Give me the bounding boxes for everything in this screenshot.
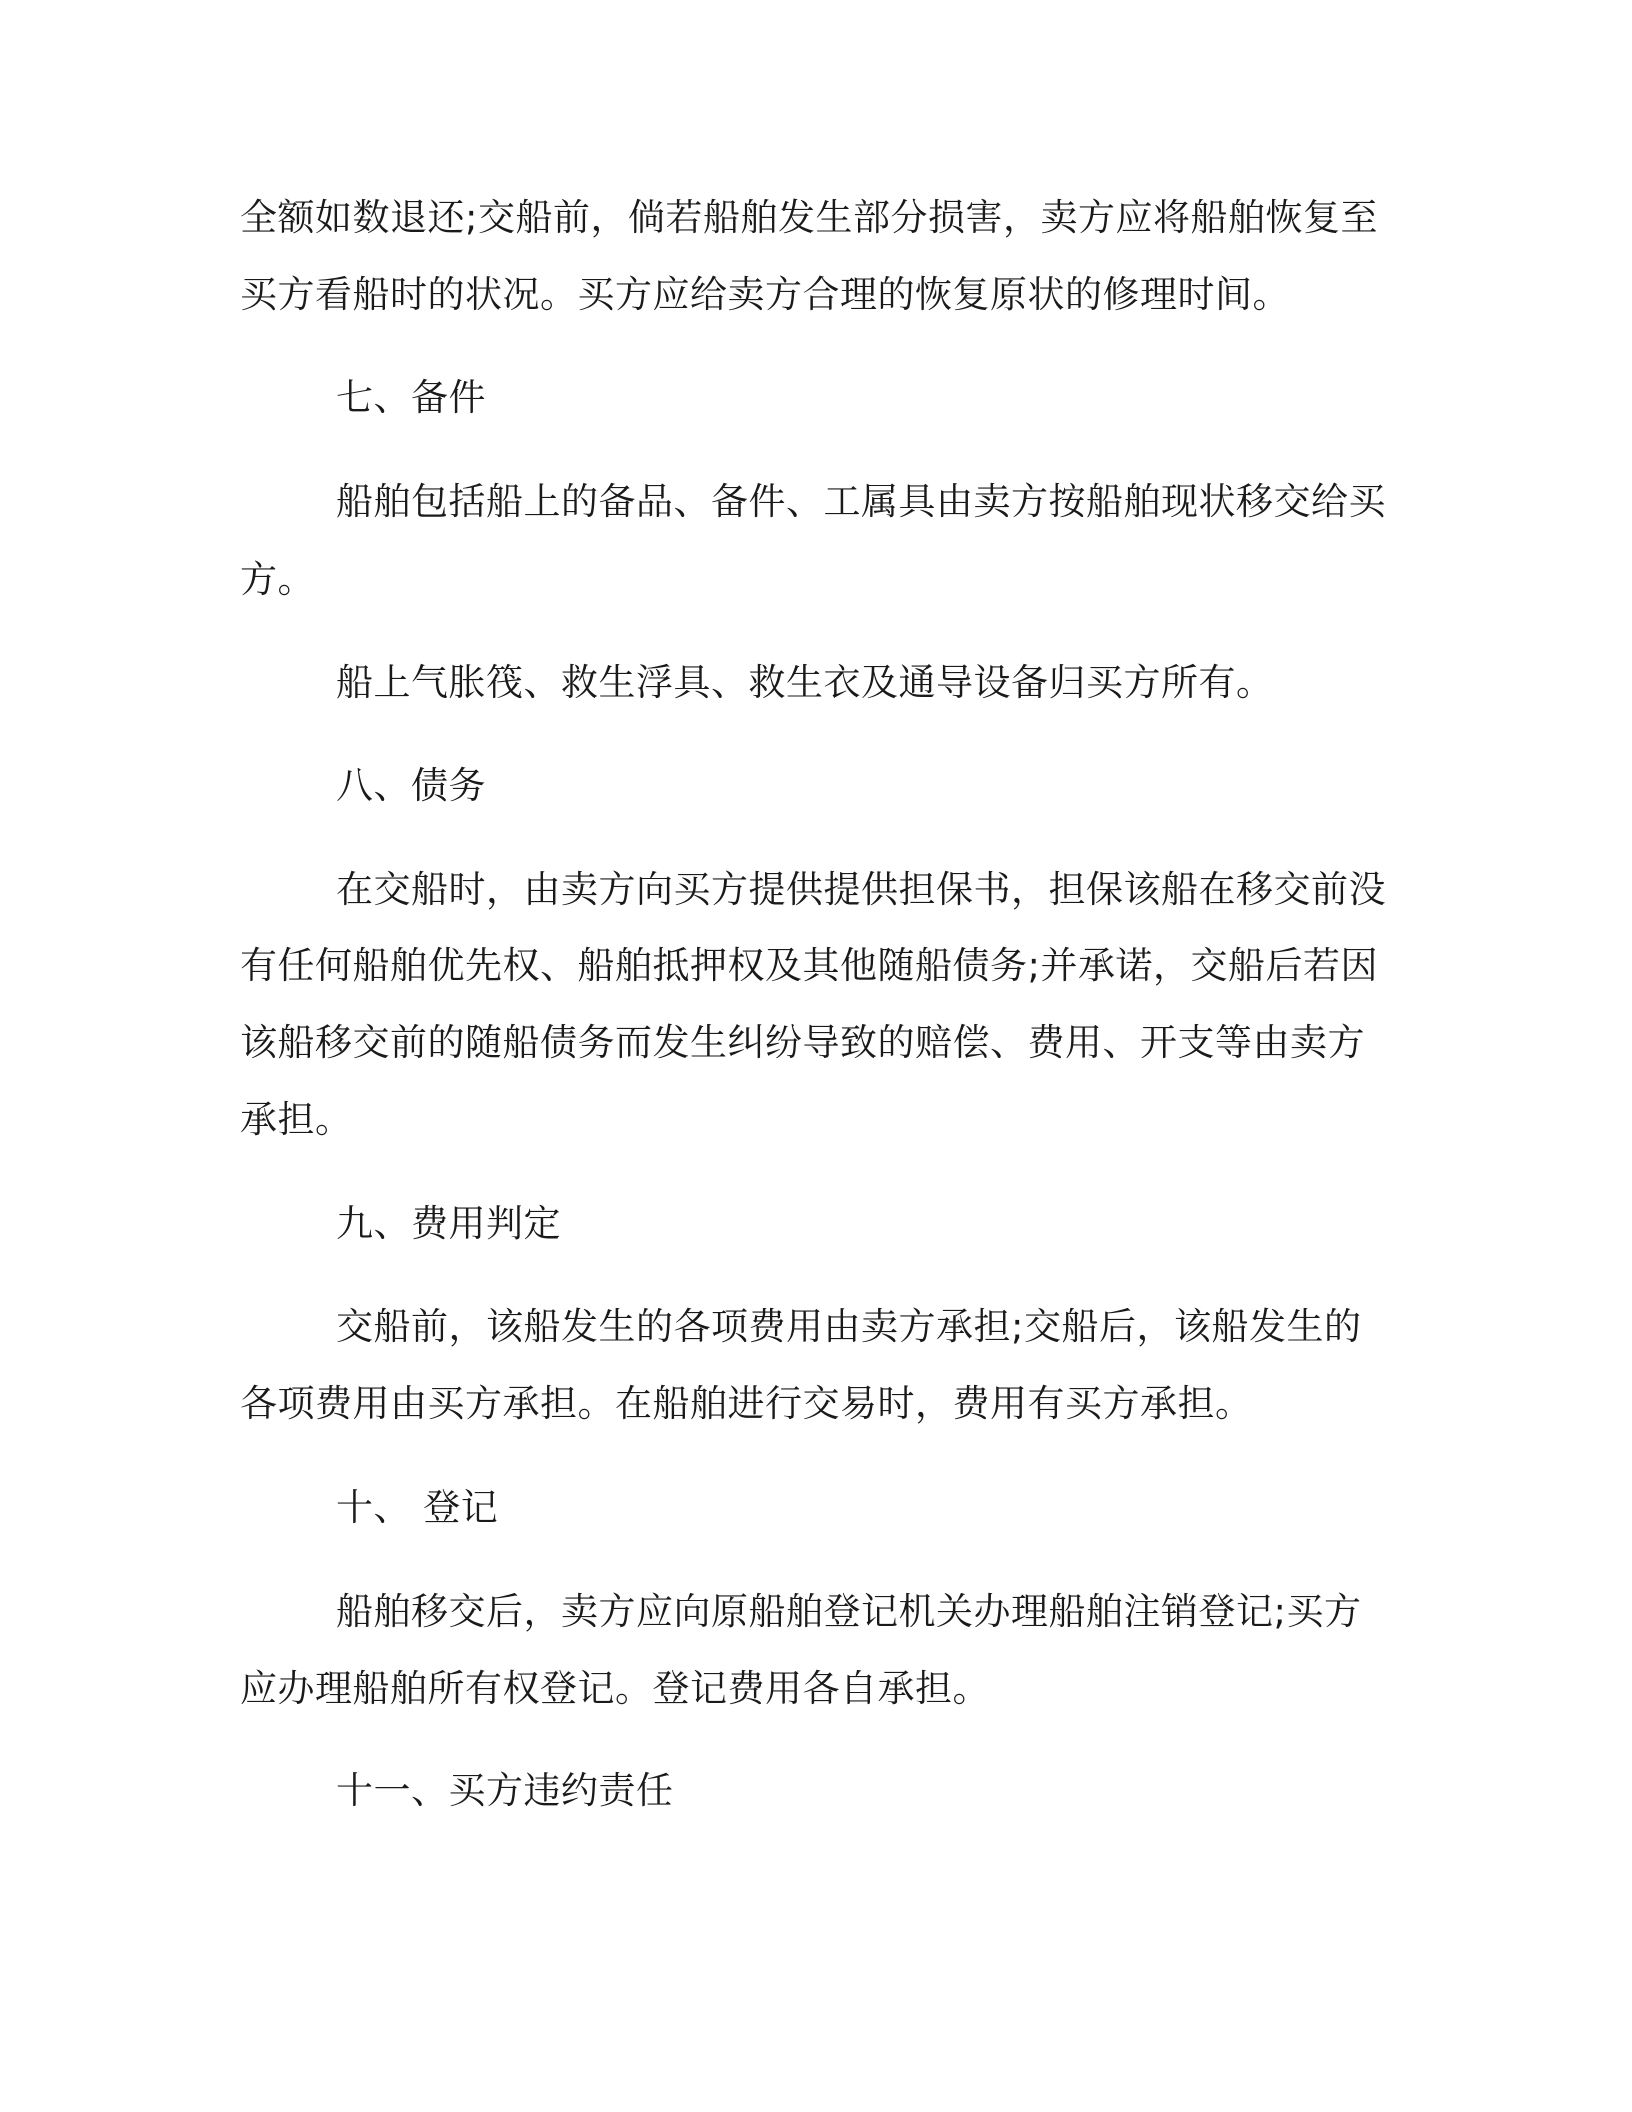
text-line: 应办理船舶所有权登记。登记费用各自承担。 <box>240 1667 990 1710</box>
text-line: 承担。 <box>240 1098 353 1141</box>
text-line: 船上气胀筏、救生浮具、救生衣及通导设备归买方所有。 <box>336 661 1274 704</box>
section-heading: 八、债务 <box>336 764 486 807</box>
text-line: 方。 <box>240 558 315 601</box>
text-line: 船舶移交后，卖方应向原船舶登记机关办理船舶注销登记;买方 <box>336 1590 1362 1633</box>
text-line: 交船前，该船发生的各项费用由卖方承担;交船后，该船发生的 <box>336 1305 1362 1348</box>
section-heading: 十一、买方违约责任 <box>336 1769 674 1812</box>
text-line: 在交船时，由卖方向买方提供提供担保书，担保该船在移交前没 <box>336 868 1386 911</box>
section-heading: 十、 登记 <box>336 1486 499 1529</box>
text-line: 有任何船舶优先权、船舶抵押权及其他随船债务;并承诺，交船后若因 <box>240 944 1378 987</box>
text-line: 全额如数退还;交船前，倘若船舶发生部分损害，卖方应将船舶恢复至 <box>240 196 1378 239</box>
section-heading: 七、备件 <box>336 376 486 419</box>
text-line: 各项费用由买方承担。在船舶进行交易时，费用有买方承担。 <box>240 1382 1253 1425</box>
text-line: 该船移交前的随船债务而发生纠纷导致的赔偿、费用、开支等由卖方 <box>240 1021 1365 1064</box>
text-line: 买方看船时的状况。买方应给卖方合理的恢复原状的修理时间。 <box>240 273 1290 316</box>
section-heading: 九、费用判定 <box>336 1202 561 1245</box>
text-line: 船舶包括船上的备品、备件、工属具由卖方按船舶现状移交给买 <box>336 480 1386 523</box>
